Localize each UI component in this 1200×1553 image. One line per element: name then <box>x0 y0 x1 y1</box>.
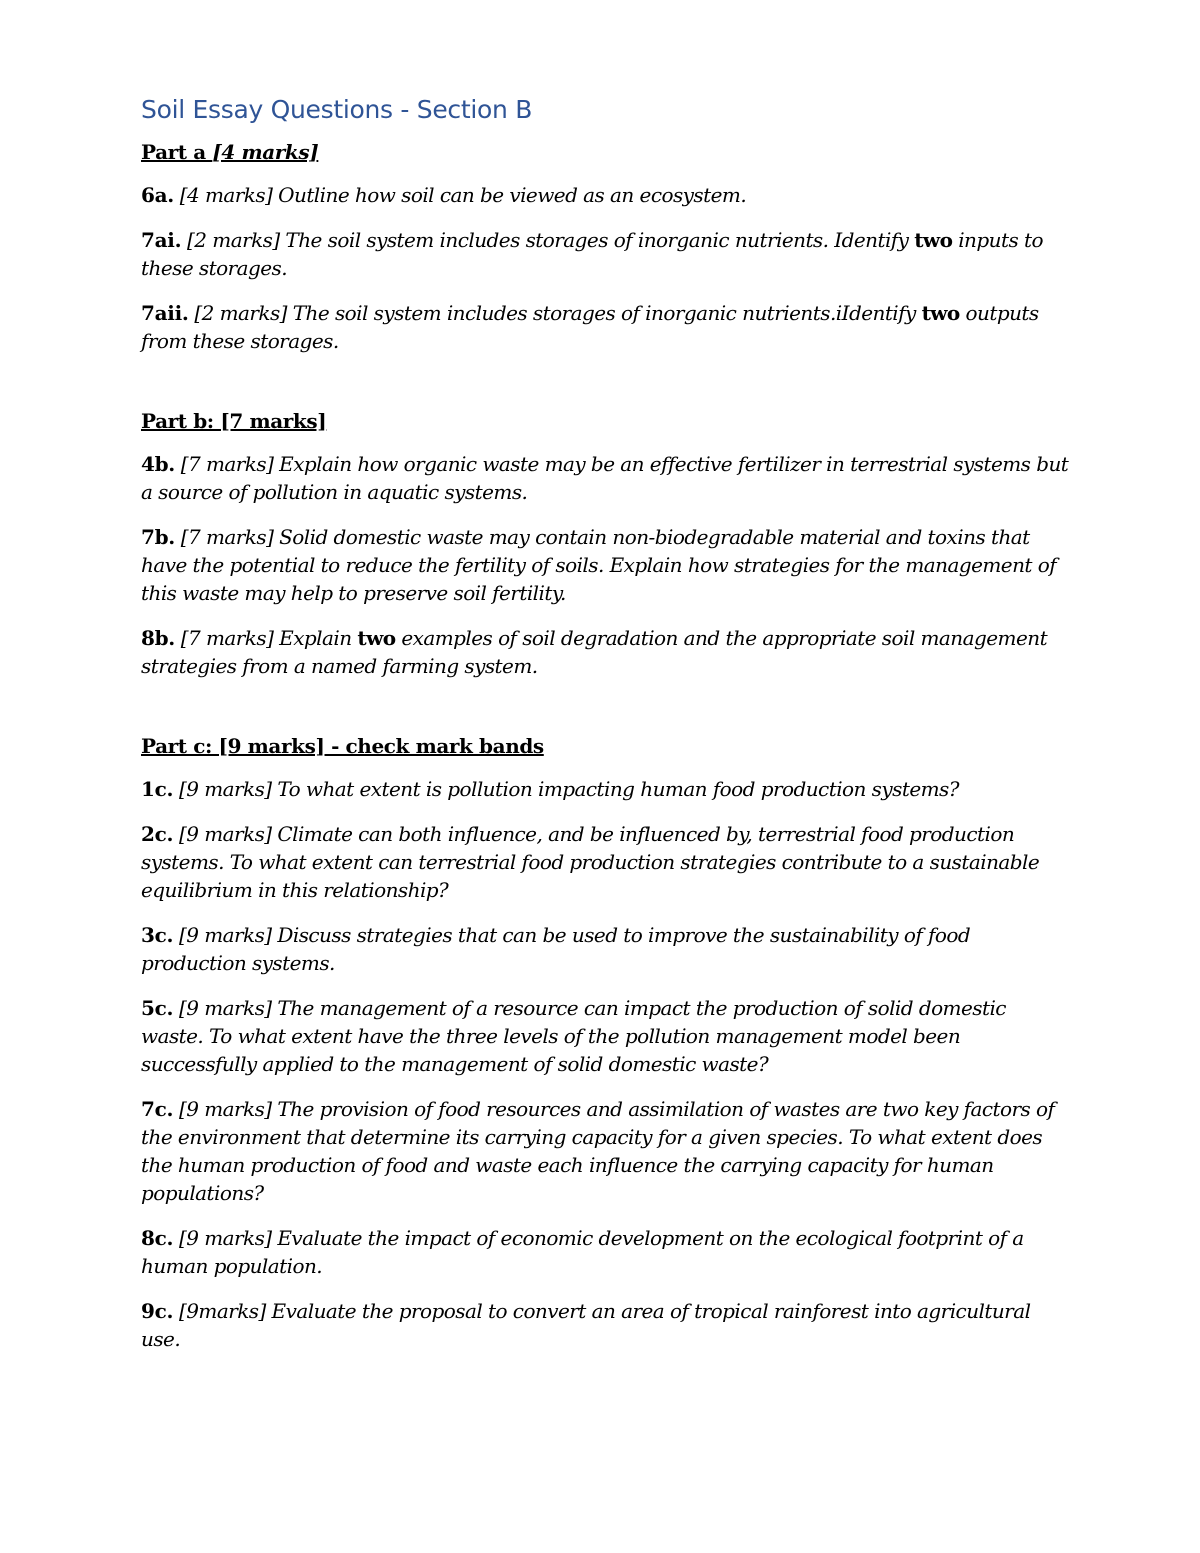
question-3c <box>141 921 1070 977</box>
question-number: 5c. <box>141 996 174 1020</box>
question-number: 7aii. <box>141 301 189 325</box>
question-number: 8b. <box>141 626 175 650</box>
question-number: 8c. <box>141 1226 174 1250</box>
question-emphasis: two <box>914 228 953 252</box>
question-text: inputs to these storages. <box>141 228 1043 280</box>
part-a-section <box>141 138 1070 355</box>
question-text: [7 marks] Solid domestic waste may contain non-biodegradable material and toxins that have the potential to reduce the fertility of soils. Explain how strategies for the management of this waste may help to preserve soil fertility. <box>141 525 1057 605</box>
question-number: 2c. <box>141 822 174 846</box>
question-text: [9 marks] The provision of food resources and assimilation of wastes are two key factors of the environment that determine its carrying capacity for a given species. To what extent does the human production of food and waste each influence the carrying capacity for human populations? <box>141 1097 1055 1205</box>
question-text: [9 marks] The management of a resource can impact the production of solid domestic waste. To what extent have the three levels of the pollution management model been successfully applied to the management of solid domestic waste? <box>141 996 1006 1076</box>
question-text: outputs from these storages. <box>141 301 1039 353</box>
question-2c <box>141 820 1070 904</box>
question-7b <box>141 523 1070 607</box>
question-text: [7 marks] Explain how organic waste may be an effective fertilizer in terrestrial systems but a source of pollution in aquatic systems. <box>141 452 1069 504</box>
question-1c <box>141 775 1070 803</box>
question-number: 7c. <box>141 1097 174 1121</box>
question-text: [9 marks] Discuss strategies that can be used to improve the sustainability of food production systems. <box>141 923 971 975</box>
question-emphasis: two <box>921 301 960 325</box>
part-c-section <box>141 732 1070 1353</box>
question-9c <box>141 1297 1070 1353</box>
question-7aii <box>141 299 1070 355</box>
question-text: [9 marks] Evaluate the impact of economic development on the ecological footprint of a human population. <box>141 1226 1024 1278</box>
part-b-section <box>141 407 1070 680</box>
question-text: [2 marks] The soil system includes storages of inorganic nutrients. Identify <box>181 228 915 252</box>
question-number: 9c. <box>141 1299 174 1323</box>
question-text: [7 marks] Explain <box>174 626 358 650</box>
question-number: 1c. <box>141 777 174 801</box>
question-8c <box>141 1224 1070 1280</box>
part-c-heading: Part c: [9 marks] - check mark bands <box>141 734 544 758</box>
question-emphasis: two <box>357 626 396 650</box>
part-b-heading: Part b: [7 marks] <box>141 409 327 433</box>
question-8b <box>141 624 1070 680</box>
question-number: 3c. <box>141 923 174 947</box>
part-a-heading-label: Part a <box>141 140 213 164</box>
page-title: Soil Essay Questions - Section B <box>141 95 533 124</box>
question-text: [9marks] Evaluate the proposal to convert an area of tropical rainforest into agricultural use. <box>141 1299 1031 1351</box>
question-number: 6a. <box>141 183 174 207</box>
question-text: [2 marks] The soil system includes storages of inorganic nutrients.iIdentify <box>188 301 922 325</box>
question-7ai <box>141 226 1070 282</box>
part-a-heading-marks: [4 marks] <box>212 140 319 164</box>
question-text: [4 marks] Outline how soil can be viewed as an ecosystem. <box>173 183 747 207</box>
question-text: [9 marks] Climate can both influence, and be influenced by, terrestrial food production systems. To what extent can terrestrial food production strategies contribute to a sustainable equilibrium in this relationship? <box>141 822 1040 902</box>
question-number: 4b. <box>141 452 175 476</box>
question-number: 7ai. <box>141 228 182 252</box>
part-a-heading <box>141 138 1070 166</box>
question-text: [9 marks] To what extent is pollution impacting human food production systems? <box>173 777 959 801</box>
question-7c <box>141 1095 1070 1207</box>
question-text: examples of soil degradation and the appropriate soil management strategies from a named farming system. <box>141 626 1048 678</box>
question-6a <box>141 181 1070 209</box>
question-4b <box>141 450 1070 506</box>
question-number: 7b. <box>141 525 175 549</box>
question-5c <box>141 994 1070 1078</box>
